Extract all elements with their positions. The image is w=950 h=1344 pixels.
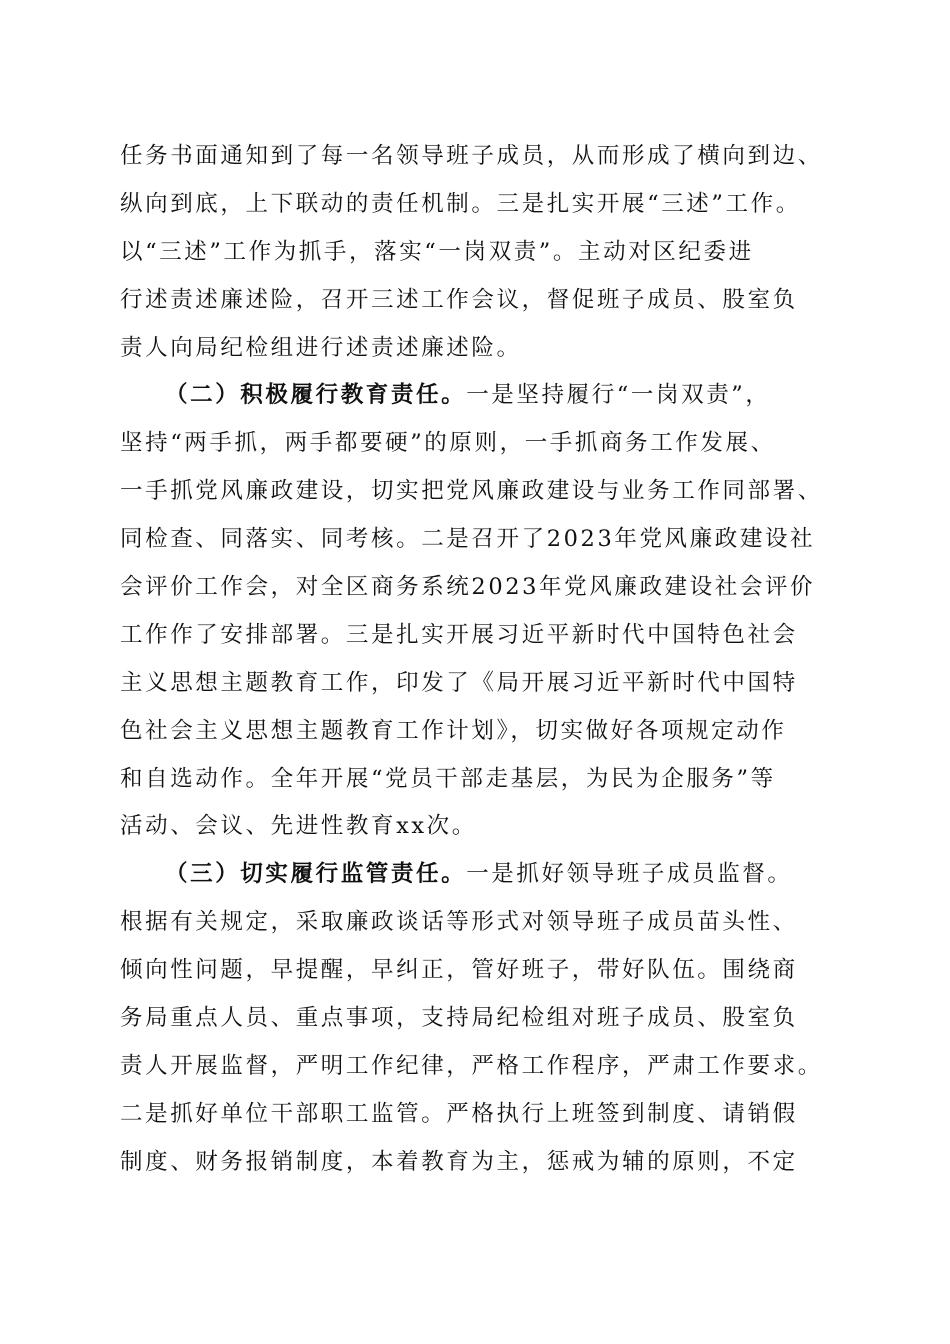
section-heading: （二）积极履行教育责任。 [165,382,467,409]
paragraph-1 [120,133,832,372]
text-run: 一是坚持履行“一岗双责”， [466,382,771,409]
text-line: 和自选动作。全年开展“党员干部走基层，为民为企服务”等 [120,765,776,792]
text-line: 务局重点人员、重点事项，支持局纪检组对班子成员、股室负 [120,1005,798,1032]
text-line [120,851,832,899]
text-line: 工作作了安排部署。三是扎实开展习近平新时代中国特色社会 [120,621,798,648]
text-line: 责人开展监督，严明工作纪律，严格工作程序，严肃工作要求。 [120,1052,823,1079]
text-line: 一手抓党风廉政建设，切实把党风廉政建设与业务工作同部署、 [120,478,823,505]
text-line: 主义思想主题教育工作，印发了《局开展习近平新时代中国特 [120,669,798,696]
text-line: 同检查、同落实、同考核。二是召开了2023年党风廉政建设社 [120,526,816,553]
text-line: 二是抓好单位干部职工监管。严格执行上班签到制度、请销假 [120,1100,798,1127]
text-run: 一是抓好领导班子成员监督。 [466,861,793,888]
text-line: 任务书面通知到了每一名领导班子成员，从而形成了横向到边、 [120,143,823,169]
text-line: 坚持“两手抓，两手都要硬”的原则，一手抓商务工作发展、 [120,430,776,457]
document-page [120,133,832,1187]
text-line: 倾向性问题，早提醒，早纠正，管好班子，带好队伍。围绕商 [120,957,798,984]
text-line: 色社会主义思想主题教育工作计划》，切实做好各项规定动作 [120,717,787,744]
paragraph-2 [120,372,832,851]
text-line: 活动、会议、先进性教育xx次。 [120,813,477,840]
text-line: 以“三述”工作为抓手，落实“一岗双责”。主动对区纪委进 [120,238,754,265]
text-line: 纵向到底，上下联动的责任机制。三是扎实开展“三述”工作。 [120,190,801,217]
paragraph-3 [120,851,832,1186]
text-line: 制度、财务报销制度，本着教育为主，惩戒为辅的原则，不定 [120,1148,798,1175]
text-line: 行述责述廉述险，召开三述工作会议，督促班子成员、股室负 [120,286,798,313]
text-line: 根据有关规定，采取廉政谈话等形式对领导班子成员苗头性、 [120,909,798,936]
text-line [120,372,832,420]
section-heading: （三）切实履行监管责任。 [165,861,467,888]
text-line: 责人向局纪检组进行述责述廉述险。 [120,334,522,361]
text-line: 会评价工作会，对全区商务系统2023年党风廉政建设社会评价 [120,574,816,601]
